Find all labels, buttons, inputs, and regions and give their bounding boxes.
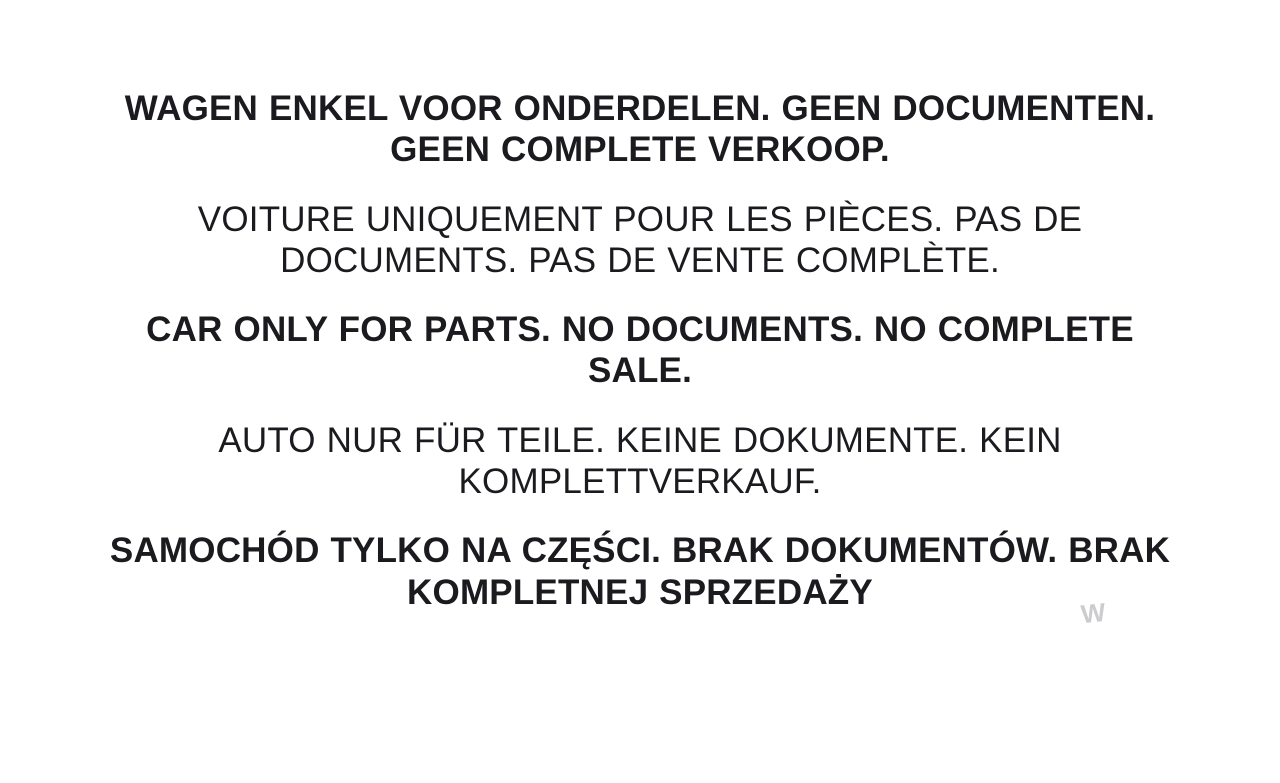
notice-line-dutch: WAGEN ENKEL VOOR ONDERDELEN. GEEN DOCUMENTEN. GEEN COMPLETE VERKOOP. (124, 89, 1156, 170)
notice-line-french: VOITURE UNIQUEMENT POUR LES PIÈCES. PAS DE DOCUMENTS. PAS DE VENTE COMPLÈTE. (197, 199, 1083, 280)
watermark-text: W (1079, 596, 1110, 630)
notice-line-english: CAR ONLY FOR PARTS. NO DOCUMENTS. NO COMPLETE SALE. (146, 310, 1134, 391)
notice-line-german: AUTO NUR FÜR TEILE. KEINE DOKUMENTE. KEIN KOMPLETTVERKAUF. (218, 420, 1062, 502)
notice-line-polish: SAMOCHÓD TYLKO NA CZĘŚCI. BRAK DOKUMENTÓW. BRAK KOMPLETNEJ SPRZEDAŻY (109, 531, 1171, 612)
